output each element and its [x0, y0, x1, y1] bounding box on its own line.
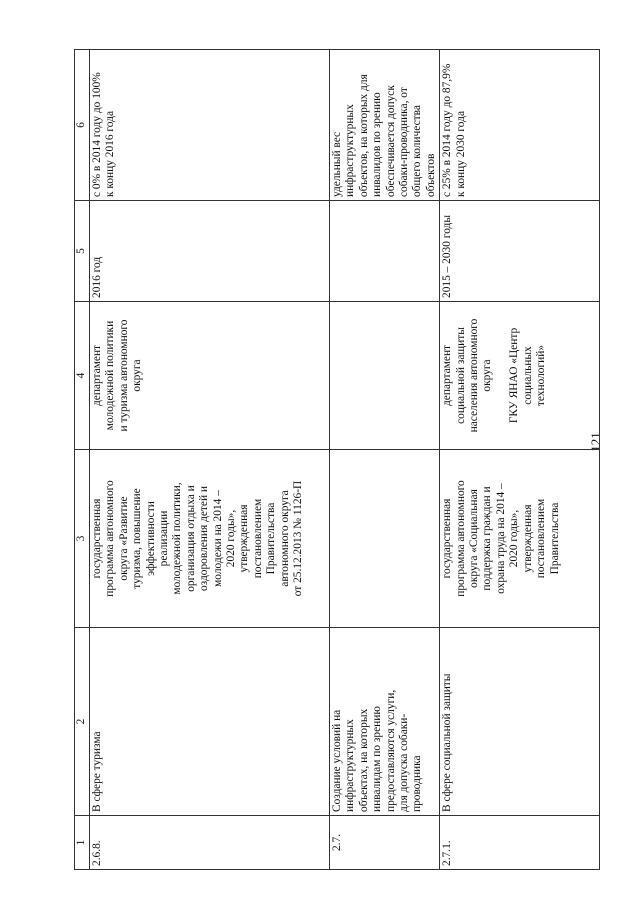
- measure-name: В сфере социальной защиты: [440, 628, 600, 816]
- column-number-5: 5: [75, 201, 90, 302]
- program-reference: [330, 450, 440, 628]
- column-number-6: 6: [75, 50, 90, 201]
- column-number-4: 4: [75, 302, 90, 450]
- rotated-page: [46, 14, 636, 870]
- target-indicator: с 25% в 2014 году до 87,9% к концу 2030 года: [440, 50, 600, 201]
- column-number-2: 2: [75, 628, 90, 816]
- program-reference: государственная программа автономного округа «Развитие туризма, повышение эффективности реализации молодежной политики, организация отдыха и оздоровления детей и молодежи на 2014 – 2020 годы», утвержденная постановлением Правительства автономного округа от 25.12.2013 № 1126-П: [90, 450, 330, 628]
- item-number: 2.6.8.: [90, 816, 330, 870]
- column-number-1: 1: [75, 816, 90, 870]
- executor: департамент молодежной политики и туризма автономного округа: [90, 302, 330, 450]
- table-row: [330, 50, 440, 870]
- page-number: 121: [588, 432, 603, 452]
- implementation-term: [330, 201, 440, 302]
- implementation-term: 2015 – 2030 годы: [440, 201, 600, 302]
- program-reference: государственная программа автономного округа «Социальная поддержка граждан и охрана труда на 2014 – 2020 годы», утвержденная постановлением Правительства: [440, 450, 600, 628]
- implementation-term: 2016 год: [90, 201, 330, 302]
- executor: [330, 302, 440, 450]
- column-number-3: 3: [75, 450, 90, 628]
- measure-name: В сфере туризма: [90, 628, 330, 816]
- measures-table: [74, 49, 600, 870]
- executor: департамент социальной защиты населения автономного округа ГКУ ЯНАО «Центр социальных технологий»: [440, 302, 600, 450]
- header-row: [75, 50, 90, 870]
- target-indicator: удельный вес инфраструктурных объектов, на которых для инвалидов по зрению обеспечивается допуск собаки-проводника, от общего количества объектов: [330, 50, 440, 201]
- item-number: 2.7.1.: [440, 816, 600, 870]
- table-row: [90, 50, 330, 870]
- table-row: [440, 50, 600, 870]
- measure-name: Создание условий на инфраструктурных объектах, на которых инвалидам по зрению предоставляются услуги, для допуска собаки- проводника: [330, 628, 440, 816]
- item-number: 2.7.: [330, 816, 440, 870]
- target-indicator: с 0% в 2014 году до 100% к концу 2016 года: [90, 50, 330, 201]
